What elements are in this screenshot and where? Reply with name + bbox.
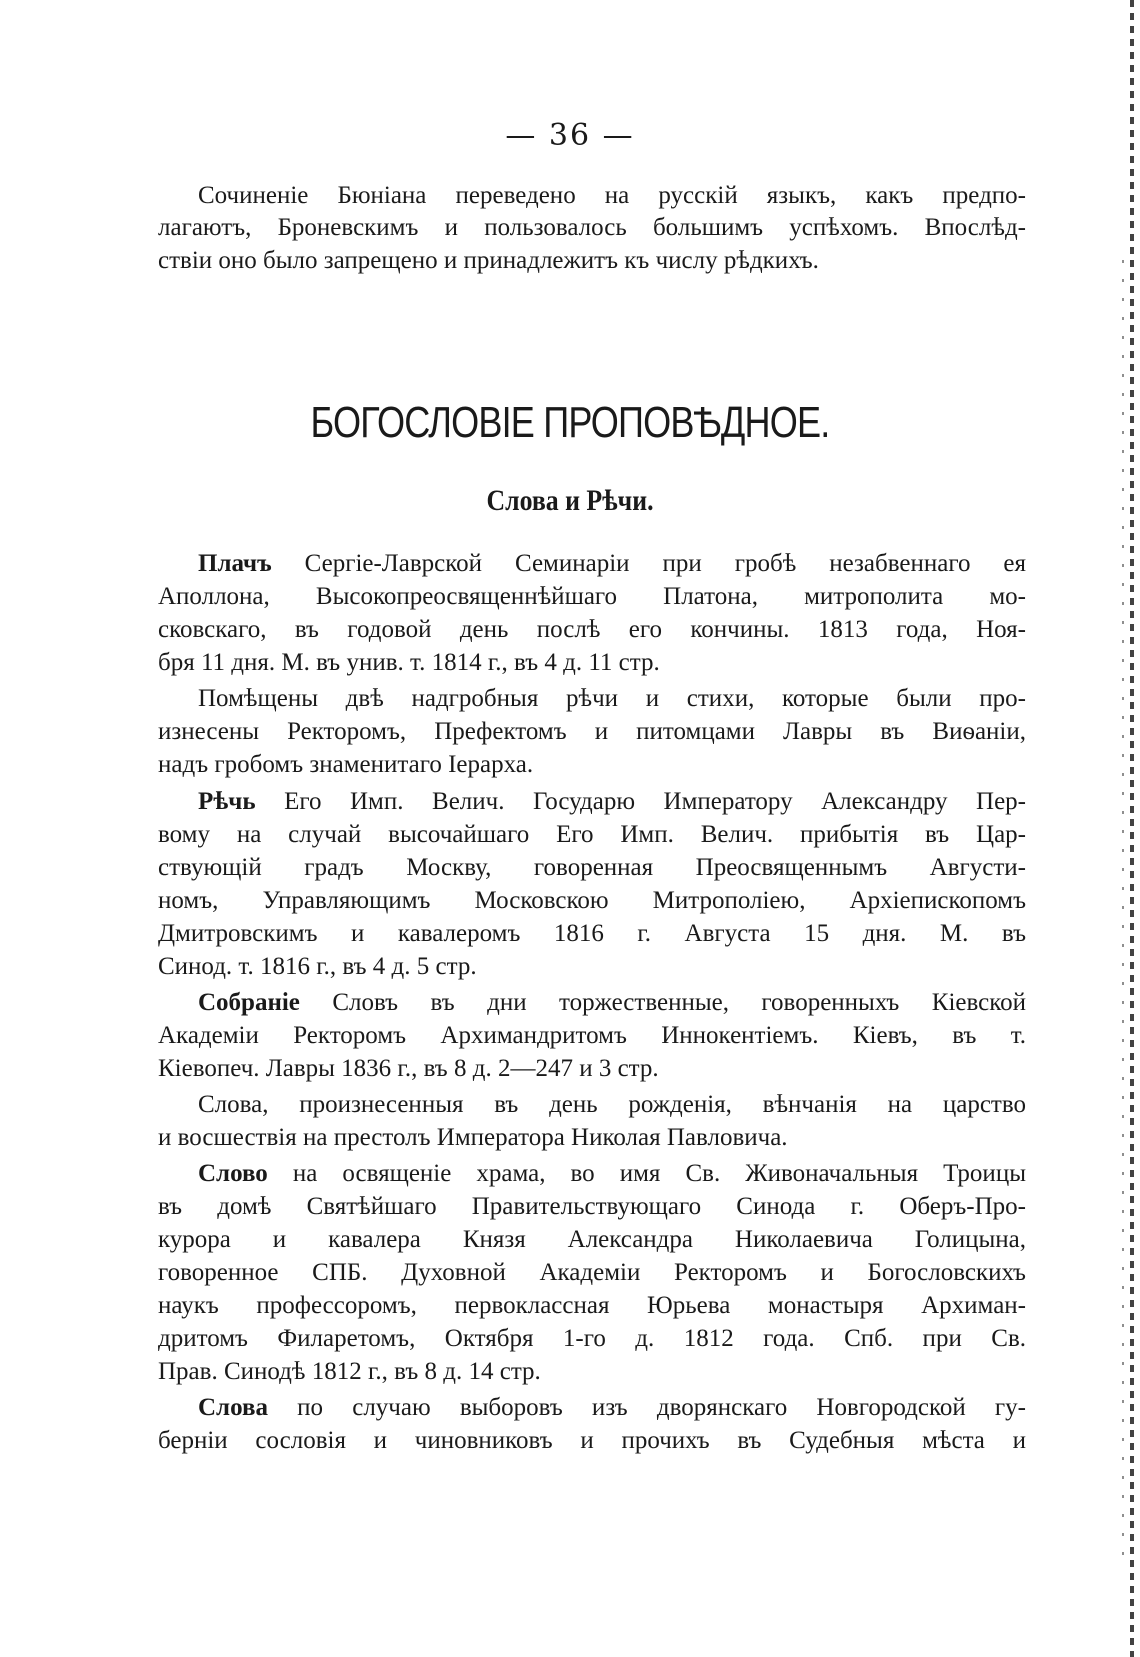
entry-line: Синод. т. 1816 г., въ 4 д. 5 стр. (158, 953, 477, 980)
entry-keyword: Слово (198, 1160, 268, 1187)
entry-line: вому на случай высочайшаго Его Имп. Велич. прибытія въ Цар- (158, 821, 1026, 848)
entry-text: Сергіе-Лаврской Семинаріи при гробѣ незабвеннаго ея (271, 550, 1026, 577)
entry-line: ствующій градъ Москву, говоренная Преосвященнымъ Августи- (158, 854, 1026, 881)
entry-text: по случаю выборовъ изъ дворянскаго Новгородской гу- (267, 1394, 1026, 1421)
intro-line: ствіи оно было запрещено и принадлежитъ къ числу рѣдкихъ. (158, 247, 819, 274)
section-title: БОГОСЛОВІЕ ПРОПОВѢДНОЕ. (310, 398, 830, 447)
entry-keyword: Слова (198, 1394, 268, 1421)
entry-line: въ домѣ Святѣйшаго Правительствующаго Синода г. Оберъ-Про- (158, 1193, 1026, 1220)
entry-line: надъ гробомъ знаменитаго Іерарха. (158, 751, 534, 778)
entry-first-line (198, 1392, 1026, 1424)
entry-line: курора и кавалера Князя Александра Николаевича Голицына, (158, 1226, 1026, 1253)
entry-line: изнесены Ректоромъ, Префектомъ и питомцами Лавры въ Виѳаніи, (158, 718, 1026, 745)
entry-line: Аполлона, Высокопреосвященнѣйшаго Платона, митрополита мо- (158, 583, 1026, 610)
entry-line: Прав. Синодѣ 1812 г., въ 8 д. 14 стр. (158, 1358, 541, 1385)
entry-keyword: Плачъ (198, 550, 272, 577)
entry-first-line (198, 1158, 1026, 1190)
entry-line: номъ, Управляющимъ Московскою Митрополіею, Архіепископомъ (158, 887, 1026, 914)
binding-edge (1130, 0, 1134, 1657)
entry-first-line (198, 987, 1026, 1019)
entry-line: говоренное СПБ. Духовной Академіи Ректоромъ и Богословскихъ (158, 1259, 1026, 1286)
entry-line: и восшествія на престолъ Императора Николая Павловича. (158, 1124, 788, 1151)
entry-text: Словъ въ дни торжественные, говоренныхъ Кіевской (299, 989, 1026, 1016)
entry-line: бря 11 дня. М. въ унив. т. 1814 г., въ 4 д. 11 стр. (158, 649, 660, 676)
entry-keyword: Рѣчь (198, 788, 256, 815)
entry-first-line (198, 786, 1026, 818)
entry-line: берніи сословія и чиновниковъ и прочихъ въ Судебныя мѣста и (158, 1427, 1026, 1454)
entry-text: на освященіе храма, во имя Св. Живоначальныя Троицы (267, 1160, 1026, 1187)
entry-first-line: Слова, произнесенныя въ день рожденія, вѣнчанія на царство (198, 1091, 1026, 1118)
entry-line: дритомъ Филаретомъ, Октября 1-го д. 1812 года. Спб. при Св. (158, 1325, 1026, 1352)
page-number: — 36 — (505, 118, 635, 153)
entry-first-line: Помѣщены двѣ надгробныя рѣчи и стихи, которые были про- (198, 685, 1026, 712)
subsection-title: Слова и Рѣчи. (486, 484, 654, 517)
intro-line: Сочиненіе Бюніана переведено на русскій языкъ, какъ предпо- (198, 182, 1026, 209)
entry-first-line (198, 548, 1026, 580)
entry-line: наукъ профессоромъ, первоклассная Юрьева монастыря Архиман- (158, 1292, 1026, 1319)
entry-line: Кіевопеч. Лавры 1836 г., въ 8 д. 2—247 и 3 стр. (158, 1055, 659, 1082)
intro-line: лагаютъ, Броневскимъ и пользовалось большимъ успѣхомъ. Впослѣд- (158, 214, 1026, 241)
binding-edge-shadow (1122, 260, 1124, 1560)
entry-line: Академіи Ректоромъ Архимандритомъ Иннокентіемъ. Кіевъ, въ т. (158, 1022, 1026, 1049)
entry-line: Дмитровскимъ и кавалеромъ 1816 г. Августа 15 дня. М. въ (158, 920, 1026, 947)
entry-text: Его Имп. Велич. Государю Императору Александру Пер- (255, 788, 1026, 815)
entry-keyword: Собраніе (198, 989, 300, 1016)
entry-line: сковскаго, въ годовой день послѣ его кончины. 1813 года, Ноя- (158, 616, 1026, 643)
